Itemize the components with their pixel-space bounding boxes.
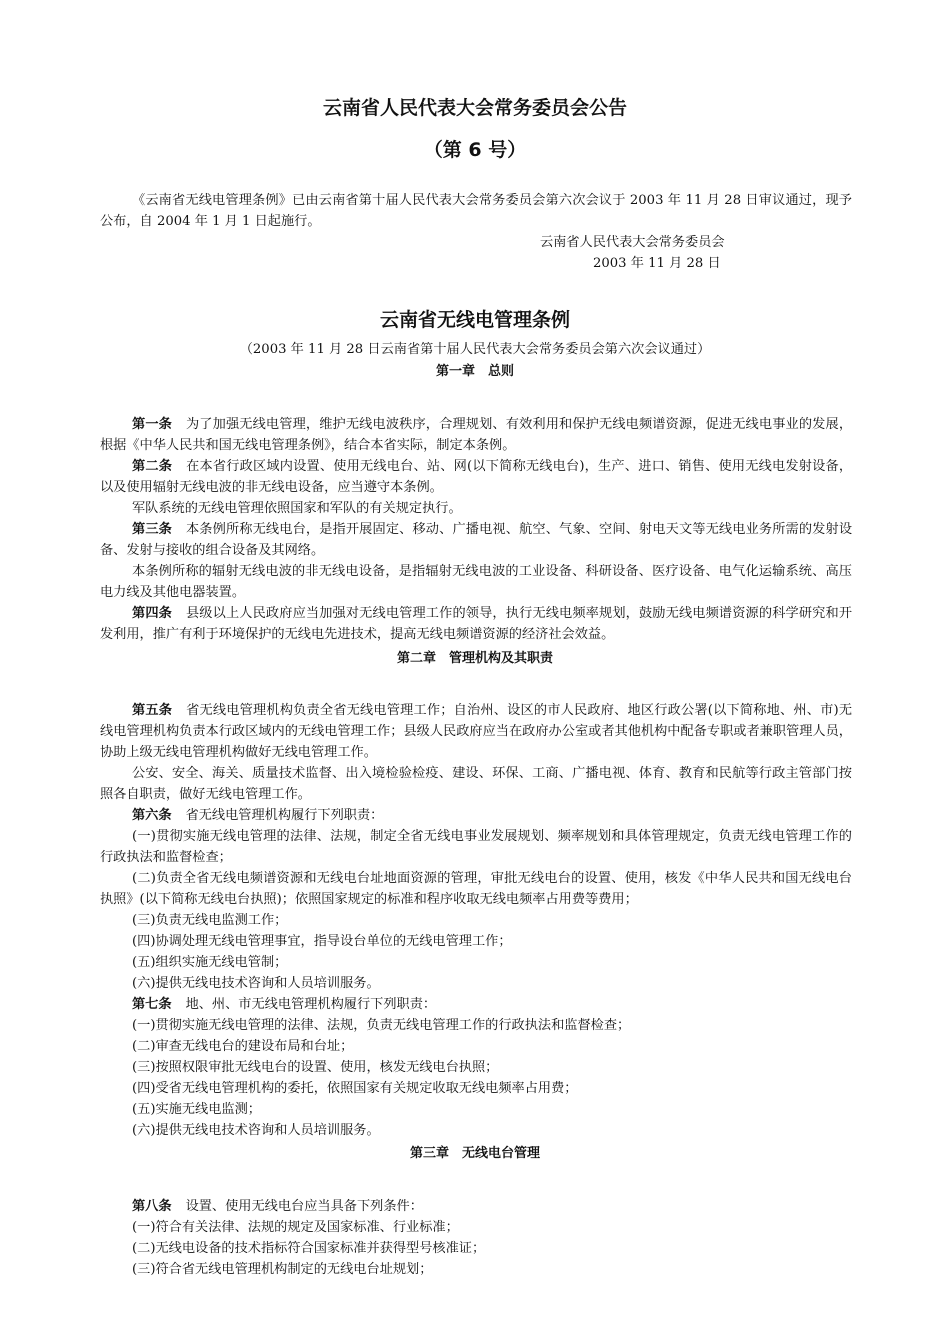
list-item: (一)贯彻实施无线电管理的法律、法规，制定全省无线电事业发展规划、频率规划和具体管理规定，负责无线电管理工作的行政执法和监督检查；: [100, 829, 852, 865]
article-number: 第一条: [132, 417, 172, 432]
article-8: [100, 1196, 852, 1217]
article-2: [100, 456, 852, 498]
list-item: (六)提供无线电技术咨询和人员培训服务。: [132, 1123, 380, 1138]
article-text: 省无线电管理机构负责全省无线电管理工作；自治州、设区的市人民政府、地区行政公署(以下简称地、州、市)无线电管理机构负责本行政区域内的无线电管理工作；县级人民政府应当在政府办公室或者其他机构中配备专职或者兼职管理人员，协助上级无线电管理机构做好无线电管理工作。: [100, 703, 853, 760]
article-text: 地、州、市无线电管理机构履行下列职责：: [185, 997, 437, 1012]
article-text: 县级以上人民政府应当加强对无线电管理工作的领导，执行无线电频率规划，鼓励无线电频谱资源的科学研究和开发利用，推广有利于环境保护的无线电先进技术，提高无线电频谱资源的经济社会效益。: [100, 606, 853, 642]
article-number: 第五条: [132, 703, 173, 718]
announcement-body: 《云南省无线电管理条例》已由云南省第十届人民代表大会常务委员会第六次会议于 2003 年 11 月 28 日审议通过，现予公布，自 2004 年 1 月 1 日起施行。: [100, 193, 852, 229]
list-item: (二)负责全省无线电频谱资源和无线电台址地面资源的管理，审批无线电台的设置、使用，核发《中华人民共和国无线电台执照》(以下简称无线电台执照)；依照国家规定的标准和程序收取无线电频率占用费等费用；: [100, 871, 852, 907]
article-text: 本条例所称无线电台，是指开展固定、移动、广播电视、航空、气象、空间、射电天文等无线电业务所需的发射设备、发射与接收的组合设备及其网络。: [100, 522, 853, 558]
article-5-paragraph-2: 公安、安全、海关、质量技术监督、出入境检验检疫、建设、环保、工商、广播电视、体育、教育和民航等行政主管部门按照各自职责，做好无线电管理工作。: [100, 766, 852, 802]
announcement-signer: 云南省人民代表大会常务委员会: [540, 235, 725, 250]
article-5: [100, 700, 852, 763]
article-1: [100, 414, 852, 456]
article-text: 省无线电管理机构履行下列职责：: [185, 808, 384, 823]
article-number: 第四条: [132, 606, 172, 621]
regulation-title: 云南省无线电管理条例: [379, 309, 570, 331]
article-6: [100, 805, 852, 826]
list-item: (五)实施无线电监测；: [132, 1102, 261, 1117]
announcement-date: 2003 年 11 月 28 日: [593, 256, 721, 271]
article-number: 第三条: [132, 522, 172, 537]
article-text: 设置、使用无线电台应当具备下列条件：: [185, 1199, 423, 1214]
list-item: (一)贯彻实施无线电管理的法律、法规，负责无线电管理工作的行政执法和监督检查；: [132, 1018, 631, 1033]
list-item: (三)符合省无线电管理机构制定的无线电台址规划；: [132, 1262, 433, 1277]
article-text: 在本省行政区域内设置、使用无线电台、站、网(以下简称无线电台)，生产、进口、销售、使用无线电发射设备，以及使用辐射无线电波的非无线电设备，应当遵守本条例。: [100, 459, 853, 495]
article-2-paragraph-2: 军队系统的无线电管理依照国家和军队的有关规定执行。: [132, 501, 462, 516]
article-3: [100, 519, 852, 561]
list-item: (三)负责无线电监测工作；: [132, 913, 288, 928]
article-number: 第七条: [132, 997, 172, 1012]
list-item: (四)协调处理无线电管理事宜，指导设台单位的无线电管理工作；: [132, 934, 512, 949]
regulation-subtitle: （2003 年 11 月 28 日云南省第十届人民代表大会常务委员会第六次会议通过）: [239, 342, 711, 357]
article-number: 第六条: [132, 808, 172, 823]
article-7: [100, 994, 852, 1015]
article-3-paragraph-2: 本条例所称的辐射无线电波的非无线电设备，是指辐射无线电波的工业设备、科研设备、医疗设备、电气化运输系统、高压电力线及其他电器装置。: [100, 564, 852, 600]
chapter-heading: 第三章 无线电台管理: [409, 1146, 540, 1161]
announcement-number: （第 6 号）: [423, 139, 527, 161]
list-item: (三)按照权限审批无线电台的设置、使用，核发无线电台执照；: [132, 1060, 499, 1075]
article-text: 为了加强无线电管理，维护无线电波秩序，合理规划、有效利用和保护无线电频谱资源，促进无线电事业的发展，根据《中华人民共和国无线电管理条例》，结合本省实际，制定本条例。: [100, 417, 853, 453]
list-item: (一)符合有关法律、法规的规定及国家标准、行业标准；: [132, 1220, 459, 1235]
article-number: 第八条: [132, 1199, 172, 1214]
article-number: 第二条: [132, 459, 173, 474]
chapter-heading: 第二章 管理机构及其职责: [396, 651, 553, 666]
list-item: (六)提供无线电技术咨询和人员培训服务。: [132, 976, 380, 991]
list-item: (二)审查无线电台的建设布局和台址；: [132, 1039, 354, 1054]
chapter-heading: 第一章 总则: [435, 364, 514, 379]
list-item: (五)组织实施无线电管制；: [132, 955, 288, 970]
article-4: [100, 603, 852, 645]
list-item: (二)无线电设备的技术指标符合国家标准并获得型号核准证；: [132, 1241, 486, 1256]
announcement-title: 云南省人民代表大会常务委员会公告: [322, 97, 627, 119]
list-item: (四)受省无线电管理机构的委托，依照国家有关规定收取无线电频率占用费；: [132, 1081, 578, 1096]
